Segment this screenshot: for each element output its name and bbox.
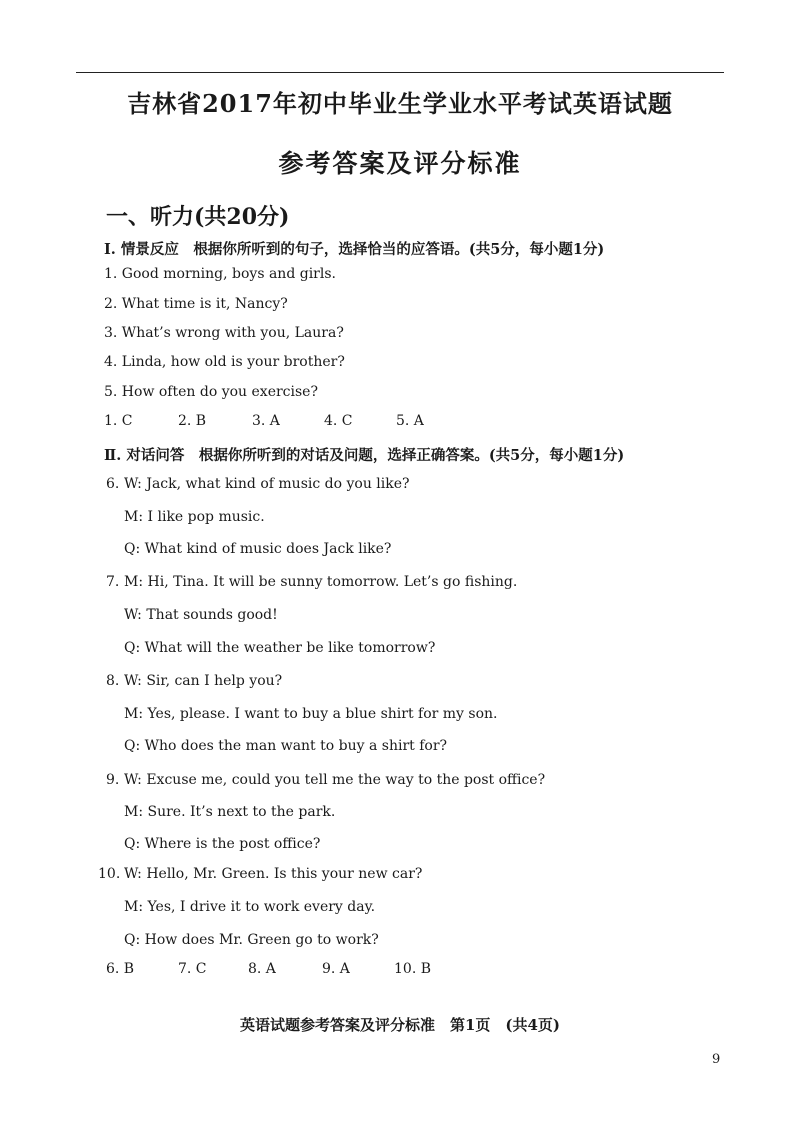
- part1-answer: 5. A: [396, 413, 424, 429]
- top-rule: [76, 72, 724, 73]
- part2-answer: 7. C: [178, 961, 207, 977]
- part2-answer: 8. A: [248, 961, 276, 977]
- section-heading-listening: 一、听力(共20分): [106, 204, 290, 230]
- dialog-number: 10.: [98, 866, 121, 882]
- dialog-line: Q: What kind of music does Jack like?: [124, 541, 392, 557]
- dialog-number: 7.: [106, 574, 120, 590]
- dialog-line: M: Yes, I drive it to work every day.: [124, 899, 376, 915]
- dialog-line: M: Sure. It’s next to the park.: [124, 804, 336, 820]
- part2-heading: Ⅱ. 对话问答 根据你所听到的对话及问题，选择正确答案。(共5分，每小题1分): [104, 447, 625, 464]
- part2-answer: 9. A: [322, 961, 350, 977]
- part1-heading: Ⅰ. 情景反应 根据你所听到的句子，选择恰当的应答语。(共5分，每小题1分): [104, 241, 605, 258]
- dialog-line: Q: Who does the man want to buy a shirt for?: [124, 738, 448, 754]
- part1-answer: 2. B: [178, 413, 207, 429]
- part2-answer: 10. B: [394, 961, 432, 977]
- dialog-line: Q: Where is the post office?: [124, 836, 321, 852]
- dialog-line: Q: How does Mr. Green go to work?: [124, 932, 379, 948]
- dialog-line: M: Yes, please. I want to buy a blue shirt for my son.: [124, 706, 498, 722]
- page-footer: 英语试题参考答案及评分标准 第1页 (共4页): [239, 1016, 561, 1034]
- page-number: 9: [712, 1052, 721, 1067]
- part1-item: 4. Linda, how old is your brother?: [104, 354, 345, 370]
- part1-item: 3. What’s wrong with you, Laura?: [104, 325, 344, 341]
- dialog-number: 6.: [106, 476, 120, 492]
- dialog-line: W: Hello, Mr. Green. Is this your new car?: [124, 866, 423, 882]
- part1-item: 2. What time is it, Nancy?: [104, 296, 288, 312]
- dialog-line: W: That sounds good!: [124, 607, 278, 623]
- dialog-line: M: I like pop music.: [124, 509, 265, 525]
- dialog-line: M: Hi, Tina. It will be sunny tomorrow. Let’s go fishing.: [124, 574, 518, 590]
- part1-answer: 3. A: [252, 413, 280, 429]
- part1-item: 1. Good morning, boys and girls.: [104, 266, 336, 282]
- dialog-line: W: Excuse me, could you tell me the way to the post office?: [124, 772, 546, 788]
- dialog-line: W: Sir, can I help you?: [124, 673, 283, 689]
- document-title: 吉林省2017年初中毕业生学业水平考试英语试题: [127, 89, 673, 118]
- dialog-number: 9.: [106, 772, 120, 788]
- part1-answer: 1. C: [104, 413, 133, 429]
- dialog-line: W: Jack, what kind of music do you like?: [124, 476, 410, 492]
- part2-answer: 6. B: [106, 961, 135, 977]
- part1-answer: 4. C: [324, 413, 353, 429]
- document-subtitle: 参考答案及评分标准: [278, 149, 522, 178]
- dialog-number: 8.: [106, 673, 120, 689]
- part1-item: 5. How often do you exercise?: [104, 384, 318, 400]
- dialog-line: Q: What will the weather be like tomorrow?: [124, 640, 436, 656]
